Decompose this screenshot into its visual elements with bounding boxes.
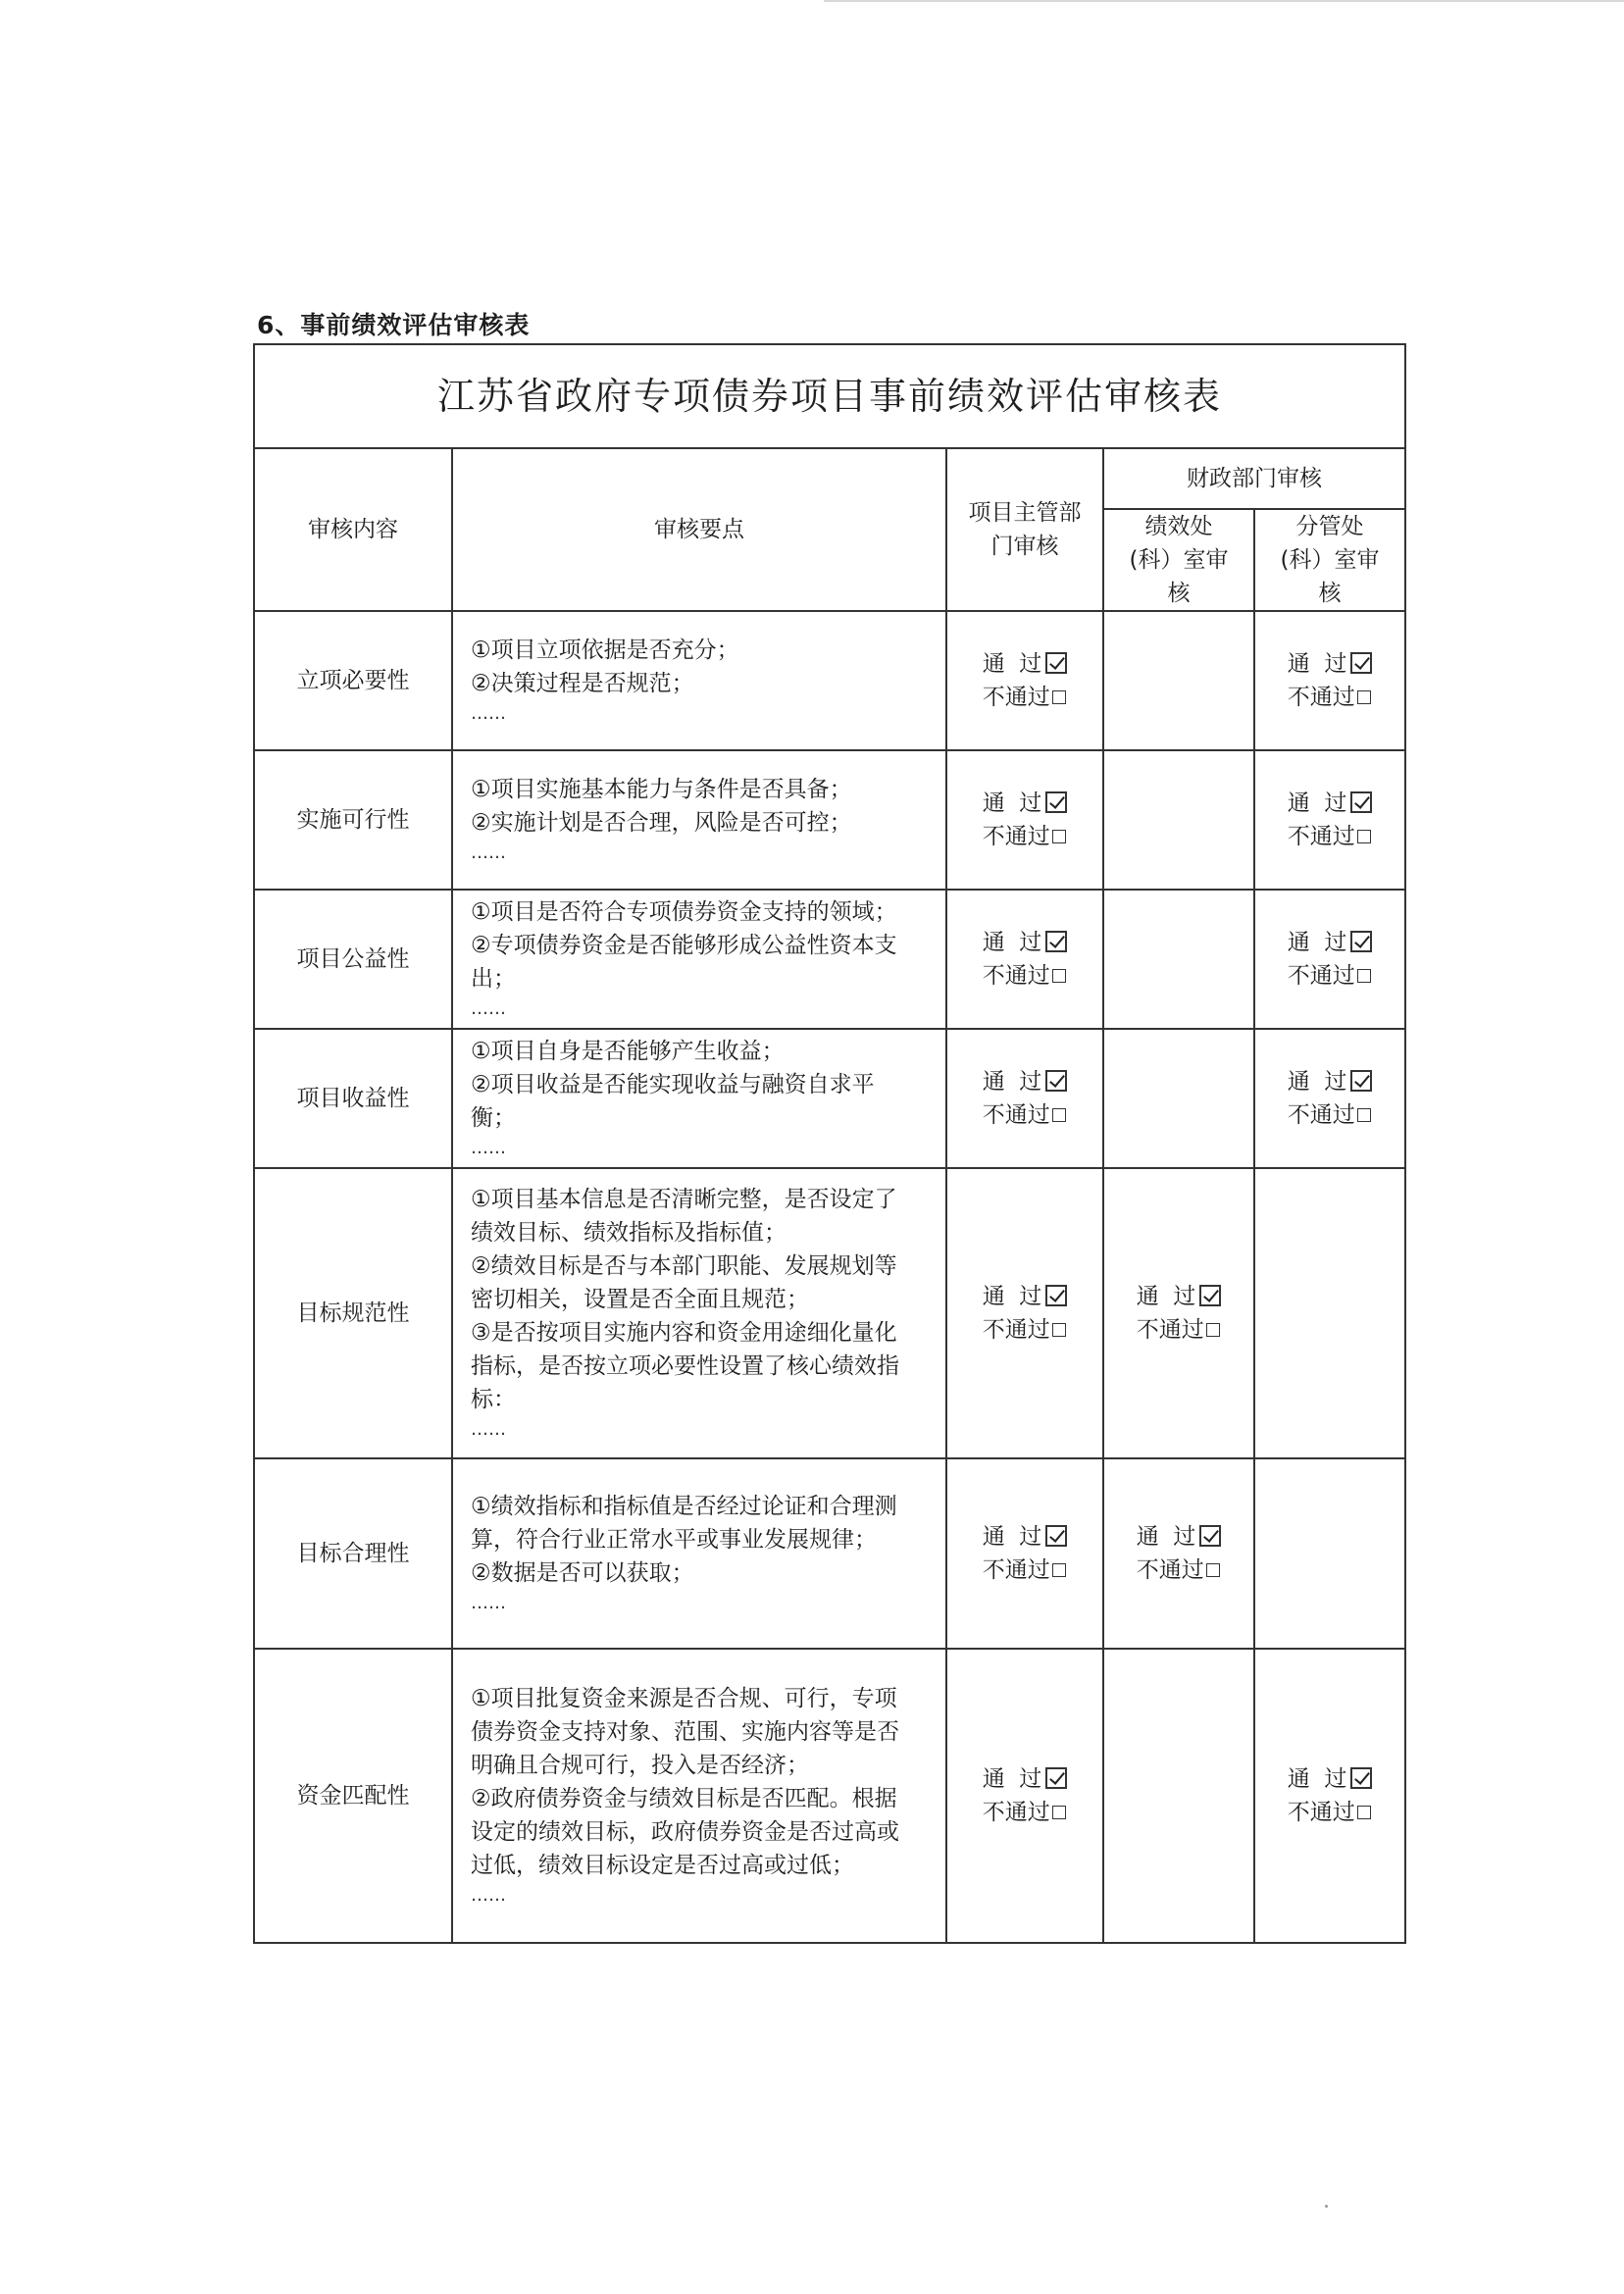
- pass-option[interactable]: [983, 1065, 1068, 1098]
- point-line: ①项目自身是否能够产生收益；: [471, 1039, 785, 1064]
- fail-option[interactable]: [1288, 681, 1373, 714]
- header-branch-line3: 核: [1318, 581, 1342, 606]
- pass-option[interactable]: [983, 787, 1068, 820]
- header-branch: [1254, 509, 1405, 611]
- point-line: 明确且合规可行，投入是否经济；: [471, 1753, 809, 1778]
- point-line: ②实施计划是否合理，风险是否可控；: [471, 810, 852, 836]
- header-points: 审核要点: [452, 448, 946, 611]
- pass-option[interactable]: [1288, 787, 1373, 820]
- fail-checkbox-icon[interactable]: [1052, 1806, 1066, 1819]
- pass-option[interactable]: [1137, 1520, 1222, 1554]
- fail-label: 不通过: [982, 963, 1050, 989]
- table-row: [254, 890, 1405, 1029]
- point-line: 过低，绩效目标设定是否过高或过低；: [471, 1853, 854, 1878]
- table-row: [254, 750, 1405, 890]
- fail-option[interactable]: [1288, 959, 1373, 993]
- pass-option[interactable]: [1288, 647, 1373, 681]
- audit-table: [253, 343, 1406, 1944]
- header-content: 审核内容: [254, 448, 452, 611]
- header-perf-line2: (科）室审: [1129, 547, 1229, 573]
- fail-checkbox-icon[interactable]: [1052, 969, 1066, 983]
- review-cell-perf: [1103, 611, 1254, 750]
- criterion-name: 立项必要性: [254, 611, 452, 750]
- criterion-name: 项目收益性: [254, 1029, 452, 1168]
- pass-label: 通 过: [1287, 930, 1347, 955]
- point-line: ①项目基本信息是否清晰完整，是否设定了: [471, 1187, 897, 1212]
- fail-label: 不通过: [1287, 1800, 1355, 1825]
- fail-checkbox-icon[interactable]: [1357, 1108, 1371, 1122]
- fail-checkbox-icon[interactable]: [1052, 1108, 1066, 1122]
- criterion-points: [452, 1649, 946, 1943]
- fail-option[interactable]: [1137, 1313, 1222, 1347]
- fail-option[interactable]: [983, 681, 1068, 714]
- header-dept-line2: 门审核: [990, 534, 1059, 559]
- point-line: ③是否按项目实施内容和资金用途细化量化: [471, 1320, 897, 1346]
- fail-label: 不通过: [1136, 1557, 1204, 1583]
- review-cell-dept: [946, 611, 1103, 750]
- criterion-name: 实施可行性: [254, 750, 452, 890]
- review-cell-perf: [1103, 890, 1254, 1029]
- pass-label: 通 过: [982, 790, 1042, 816]
- pass-label: 通 过: [1136, 1524, 1196, 1550]
- review-cell-perf: [1103, 750, 1254, 890]
- fail-label: 不通过: [982, 1102, 1050, 1128]
- point-line: 标：: [471, 1387, 516, 1412]
- pass-label: 通 过: [982, 1284, 1042, 1309]
- review-options: [1288, 1762, 1373, 1829]
- fail-label: 不通过: [1287, 685, 1355, 710]
- ellipsis-mark: ……: [471, 998, 506, 1019]
- review-cell-perf: [1103, 1649, 1254, 1943]
- fail-label: 不通过: [1287, 963, 1355, 989]
- point-line: ②数据是否可以获取；: [471, 1560, 694, 1586]
- point-line: 衡；: [471, 1105, 516, 1131]
- point-line: 债券资金支持对象、范围、实施内容等是否: [471, 1719, 899, 1745]
- review-options: [1288, 1065, 1373, 1132]
- fail-label: 不通过: [982, 1800, 1050, 1825]
- criterion-points: [452, 1458, 946, 1649]
- review-cell-branch: [1254, 1649, 1405, 1943]
- fail-checkbox-icon[interactable]: [1206, 1323, 1220, 1337]
- review-options: [1137, 1280, 1222, 1347]
- point-line: ①项目批复资金来源是否合规、可行，专项: [471, 1686, 897, 1711]
- review-options: [983, 787, 1068, 853]
- pass-label: 通 过: [982, 1766, 1042, 1792]
- pass-checkbox-icon[interactable]: [1199, 1525, 1221, 1547]
- fail-checkbox-icon[interactable]: [1052, 690, 1066, 704]
- pass-option[interactable]: [983, 647, 1068, 681]
- pass-label: 通 过: [1136, 1284, 1196, 1309]
- review-options: [1288, 787, 1373, 853]
- fail-option[interactable]: [983, 1098, 1068, 1132]
- pass-option[interactable]: [983, 926, 1068, 959]
- criterion-points: [452, 890, 946, 1029]
- fail-option[interactable]: [983, 820, 1068, 853]
- review-cell-dept: [946, 890, 1103, 1029]
- point-line: ②专项债券资金是否能够形成公益性资本支: [471, 933, 897, 958]
- ellipsis-mark: ……: [471, 703, 506, 724]
- point-line: 指标，是否按立项必要性设置了核心绩效指: [471, 1353, 899, 1379]
- point-line: ①项目是否符合专项债券资金支持的领域；: [471, 899, 897, 925]
- pass-option[interactable]: [983, 1520, 1068, 1554]
- review-cell-perf: [1103, 1168, 1254, 1458]
- table-title: 江苏省政府专项债券项目事前绩效评估审核表: [254, 344, 1405, 448]
- fail-option[interactable]: [983, 1796, 1068, 1829]
- point-line: ①项目实施基本能力与条件是否具备；: [471, 777, 852, 802]
- fail-checkbox-icon[interactable]: [1206, 1563, 1220, 1577]
- table-row: [254, 1458, 1405, 1649]
- fail-option[interactable]: [983, 1554, 1068, 1587]
- header-dept: [946, 448, 1103, 611]
- review-cell-dept: [946, 750, 1103, 890]
- review-options: [983, 926, 1068, 993]
- pass-checkbox-icon[interactable]: [1045, 1285, 1067, 1306]
- review-options: [983, 1762, 1068, 1829]
- table-row: [254, 1029, 1405, 1168]
- pass-option[interactable]: [1137, 1280, 1222, 1313]
- point-line: 设定的绩效目标，政府债券资金是否过高或: [471, 1819, 899, 1845]
- fail-label: 不通过: [982, 1317, 1050, 1343]
- fail-option[interactable]: [1288, 1098, 1373, 1132]
- pass-checkbox-icon[interactable]: [1045, 931, 1067, 952]
- ellipsis-mark: ……: [471, 1419, 506, 1440]
- fail-checkbox-icon[interactable]: [1052, 1563, 1066, 1577]
- fail-checkbox-icon[interactable]: [1357, 690, 1371, 704]
- fail-label: 不通过: [1287, 824, 1355, 849]
- pass-checkbox-icon[interactable]: [1045, 652, 1067, 674]
- pass-checkbox-icon[interactable]: [1350, 1070, 1372, 1092]
- fail-label: 不通过: [982, 824, 1050, 849]
- pass-checkbox-icon[interactable]: [1199, 1285, 1221, 1306]
- fail-label: 不通过: [982, 685, 1050, 710]
- point-line: ①项目立项依据是否充分；: [471, 637, 739, 663]
- table-row: [254, 1168, 1405, 1458]
- criterion-points: [452, 1168, 946, 1458]
- review-cell-dept: [946, 1029, 1103, 1168]
- review-cell-branch: [1254, 890, 1405, 1029]
- review-options: [1137, 1520, 1222, 1587]
- pass-checkbox-icon[interactable]: [1350, 652, 1372, 674]
- review-cell-dept: [946, 1458, 1103, 1649]
- fail-checkbox-icon[interactable]: [1357, 969, 1371, 983]
- pass-label: 通 过: [982, 930, 1042, 955]
- fail-label: 不通过: [1287, 1102, 1355, 1128]
- pass-label: 通 过: [1287, 651, 1347, 677]
- section-title: 6、事前绩效评估审核表: [257, 311, 531, 339]
- review-options: [983, 647, 1068, 714]
- review-cell-branch: [1254, 1458, 1405, 1649]
- criterion-name: 资金匹配性: [254, 1649, 452, 1943]
- header-finance: 财政部门审核: [1103, 448, 1405, 509]
- point-line: 绩效目标、绩效指标及指标值；: [471, 1220, 787, 1246]
- pass-option[interactable]: [983, 1280, 1068, 1313]
- point-line: ①绩效指标和指标值是否经过论证和合理测: [471, 1494, 897, 1519]
- review-options: [1288, 926, 1373, 993]
- review-options: [1288, 647, 1373, 714]
- ellipsis-mark: ……: [471, 1593, 506, 1613]
- header-dept-line1: 项目主管部: [968, 500, 1082, 526]
- fail-checkbox-icon[interactable]: [1357, 1806, 1371, 1819]
- table-row: [254, 1649, 1405, 1943]
- fail-label: 不通过: [1136, 1317, 1204, 1343]
- criterion-name: 目标合理性: [254, 1458, 452, 1649]
- point-line: 密切相关，设置是否全面且规范；: [471, 1287, 809, 1312]
- review-cell-perf: [1103, 1029, 1254, 1168]
- scan-speck: [1325, 2205, 1328, 2208]
- fail-checkbox-icon[interactable]: [1052, 830, 1066, 843]
- review-options: [983, 1520, 1068, 1587]
- criterion-name: 目标规范性: [254, 1168, 452, 1458]
- ellipsis-mark: ……: [471, 1885, 506, 1906]
- fail-option[interactable]: [983, 959, 1068, 993]
- pass-checkbox-icon[interactable]: [1350, 931, 1372, 952]
- scan-edge-line: [824, 0, 1624, 2]
- review-cell-dept: [946, 1649, 1103, 1943]
- pass-option[interactable]: [1288, 1762, 1373, 1796]
- point-line: 出；: [471, 966, 516, 992]
- pass-label: 通 过: [982, 1524, 1042, 1550]
- ellipsis-mark: ……: [471, 842, 506, 863]
- header-branch-line1: 分管处: [1295, 514, 1364, 539]
- review-cell-dept: [946, 1168, 1103, 1458]
- pass-option[interactable]: [1288, 1065, 1373, 1098]
- header-perf-line3: 核: [1167, 581, 1191, 606]
- fail-option[interactable]: [1288, 820, 1373, 853]
- point-line: 算，符合行业正常水平或事业发展规律；: [471, 1527, 877, 1553]
- pass-label: 通 过: [1287, 1069, 1347, 1095]
- pass-checkbox-icon[interactable]: [1045, 1767, 1067, 1789]
- header-perf: [1103, 509, 1254, 611]
- review-cell-branch: [1254, 1168, 1405, 1458]
- pass-checkbox-icon[interactable]: [1350, 791, 1372, 813]
- pass-label: 通 过: [982, 651, 1042, 677]
- fail-option[interactable]: [1137, 1554, 1222, 1587]
- criterion-points: [452, 750, 946, 890]
- criterion-points: [452, 611, 946, 750]
- fail-checkbox-icon[interactable]: [1357, 830, 1371, 843]
- fail-option[interactable]: [1288, 1796, 1373, 1829]
- header-perf-line1: 绩效处: [1144, 514, 1213, 539]
- pass-checkbox-icon[interactable]: [1045, 791, 1067, 813]
- point-line: ②政府债券资金与绩效目标是否匹配。根据: [471, 1786, 897, 1811]
- header-branch-line2: (科）室审: [1280, 547, 1380, 573]
- table-row: [254, 611, 1405, 750]
- fail-checkbox-icon[interactable]: [1052, 1323, 1066, 1337]
- point-line: ②决策过程是否规范；: [471, 671, 694, 696]
- pass-checkbox-icon[interactable]: [1045, 1070, 1067, 1092]
- point-line: ②绩效目标是否与本部门职能、发展规划等: [471, 1253, 897, 1279]
- pass-label: 通 过: [1287, 790, 1347, 816]
- pass-checkbox-icon[interactable]: [1350, 1767, 1372, 1789]
- ellipsis-mark: ……: [471, 1138, 506, 1158]
- review-cell-branch: [1254, 611, 1405, 750]
- fail-option[interactable]: [983, 1313, 1068, 1347]
- pass-option[interactable]: [983, 1762, 1068, 1796]
- pass-label: 通 过: [982, 1069, 1042, 1095]
- review-cell-perf: [1103, 1458, 1254, 1649]
- pass-checkbox-icon[interactable]: [1045, 1525, 1067, 1547]
- fail-label: 不通过: [982, 1557, 1050, 1583]
- pass-label: 通 过: [1287, 1766, 1347, 1792]
- review-options: [983, 1065, 1068, 1132]
- review-cell-branch: [1254, 750, 1405, 890]
- pass-option[interactable]: [1288, 926, 1373, 959]
- criterion-points: [452, 1029, 946, 1168]
- review-cell-branch: [1254, 1029, 1405, 1168]
- point-line: ②项目收益是否能实现收益与融资自求平: [471, 1072, 875, 1097]
- review-options: [983, 1280, 1068, 1347]
- criterion-name: 项目公益性: [254, 890, 452, 1029]
